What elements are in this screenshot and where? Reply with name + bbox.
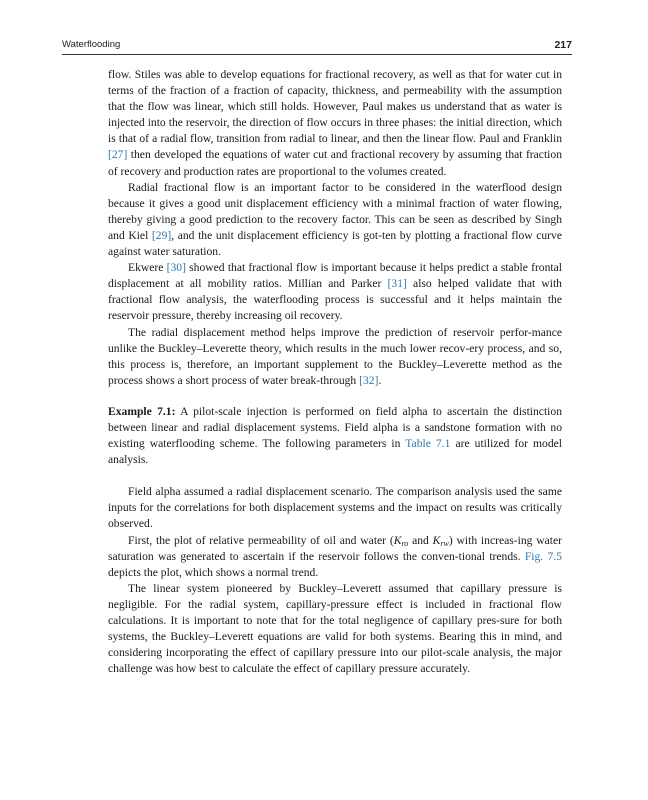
- text-run: showed that fractional flow is important because it helps predict a stable frontal displacement at all mobility ratios. Millian and Parker: [108, 261, 562, 291]
- text-run: Field alpha assumed a radial displacement scenario. The comparison analysis used the same inputs for the correlations for both displacement systems and the impact on results was critically observed.: [108, 485, 562, 531]
- text-run: ) with increas-ing water saturation was generated to ascertain if the reservoir follows the conven-tional trends.: [108, 533, 562, 563]
- body-text: [108, 67, 562, 677]
- text-run: .: [378, 373, 382, 387]
- subscript-rw: rw: [440, 538, 449, 548]
- text-run: depicts the plot, which shows a normal trend.: [108, 565, 319, 579]
- subscript-ro: ro: [401, 538, 409, 548]
- paragraph-6: [108, 533, 562, 581]
- citation-link[interactable]: [30]: [166, 261, 186, 275]
- example-7-1: [108, 404, 562, 468]
- text-run: The radial displacement method helps improve the prediction of reservoir perfor-mance unlike the Buckley–Leverette theory, which results in the much lower recov-ery process, and so, this process is, therefore, an important supplement to the Buckley–Leverette method as the process shows a short process of water break-through: [108, 325, 562, 387]
- example-label: Example 7.1:: [108, 404, 176, 418]
- paragraph-5: [108, 484, 562, 532]
- text-run: A pilot-scale injection is performed on field alpha to ascertain the distinction between linear and radial displacement systems. Field alpha is a sandstone formation with no existing waterflooding scheme. The following parameters in: [108, 404, 562, 451]
- citation-link[interactable]: [29]: [151, 228, 172, 242]
- text-run: flow. Stiles was able to develop equations for fractional recovery, as well as that for water cut in terms of the fraction of a fraction of capacity, thickness, and permeability with the assumption that the flow was linear, which still holds. However, Paul makes us understand that as water is injected into the reservoir, the direction of flow occurs in three phases: the initial direction, which is that of a radial flow, transition from radial to linear, and then the linear flow. Paul and Franklin: [108, 68, 562, 146]
- paragraph-2: [108, 180, 562, 260]
- text-run: Radial fractional flow is an important factor to be considered in the waterflood design because it gives a good unit displacement efficiency with a minimal fraction of water flowing, thereby giving a good prediction to the recovery factor. This can be seen as described by Singh and Kiel: [108, 180, 562, 242]
- figure-link[interactable]: Fig. 7.5: [524, 549, 562, 563]
- text-run: also helped validate that with fractional flow analysis, the waterflooding process is successful and it helps maintain the reservoir pressure, thereby increasing oil recovery.: [108, 277, 562, 323]
- table-link[interactable]: Table 7.1: [405, 437, 451, 451]
- citation-link[interactable]: [27]: [108, 148, 128, 162]
- running-head: [62, 39, 572, 53]
- paragraph-3: [108, 260, 562, 324]
- paragraph-7: [108, 581, 562, 678]
- citation-link[interactable]: [32]: [359, 373, 379, 387]
- symbol-k: K: [432, 533, 441, 547]
- text-run: First, the plot of relative permeability of oil and water (: [128, 533, 394, 547]
- citation-link[interactable]: [31]: [387, 277, 407, 291]
- page-number: 217: [554, 39, 572, 51]
- text-run: , and the unit displacement efficiency is got-ten by plotting a fractional flow curve against water saturation.: [108, 228, 562, 259]
- paragraph-1: [108, 67, 562, 180]
- text-run: are utilized for model analysis.: [108, 437, 562, 467]
- running-title: Waterflooding: [62, 39, 121, 50]
- text-run: Ekwere: [128, 261, 167, 275]
- header-rule: [62, 54, 572, 55]
- text-run: then developed the equations of water cut and fractional recovery by assuming that fraction of recovery and production rates are proportional to the volumes created.: [108, 148, 562, 178]
- symbol-k: K: [393, 533, 402, 547]
- paragraph-4: [108, 325, 562, 389]
- text-run: The linear system pioneered by Buckley–Leverett assumed that capillary pressure is negligible. For the radial system, capillary-pressure effect is included in fractional flow calculations. It is important to note that for the total negligence of capillary pres-sure for both systems, the Buckley–Leverett equations are valid for both systems. Bearing this in mind, and considering incorporating the effect of capillary pressure into our pilot-scale analysis, the major challenge was how best to calculate the effect of capillary pressure accurately.: [108, 581, 562, 676]
- text-run: and: [408, 533, 433, 547]
